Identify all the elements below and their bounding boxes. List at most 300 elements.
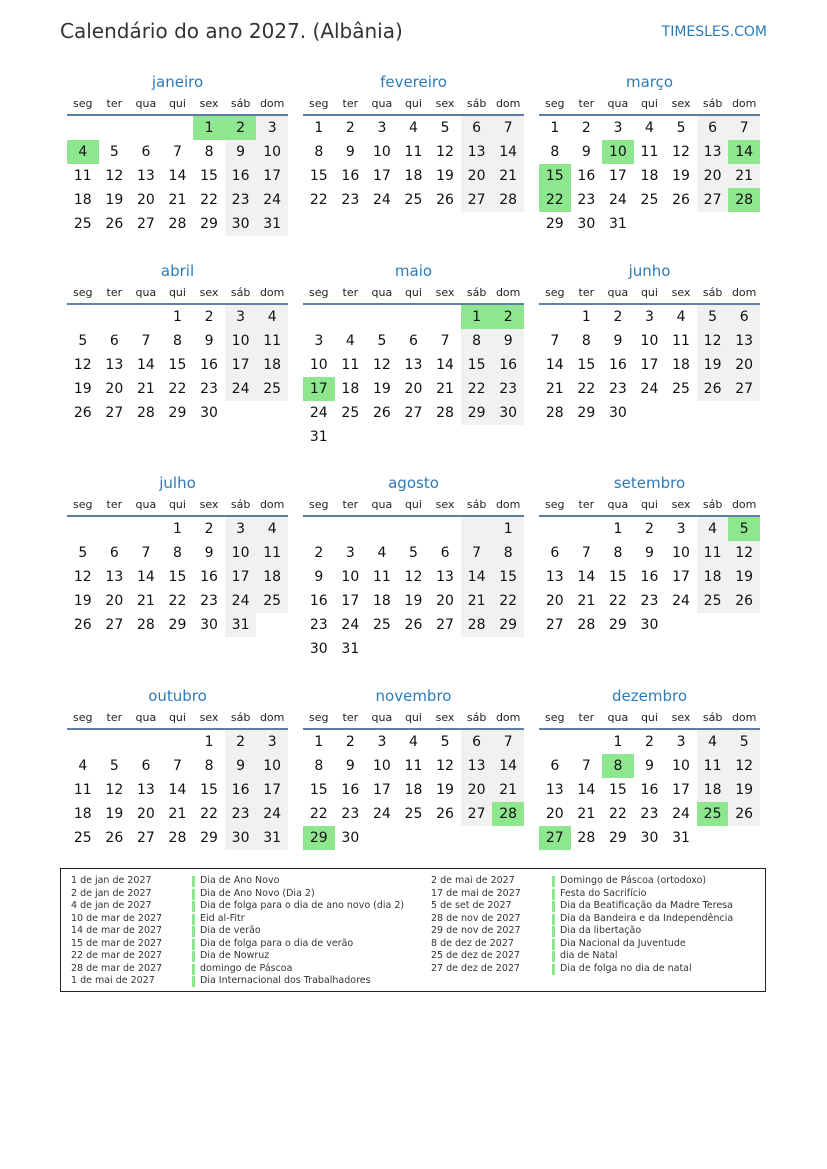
day-cell: 28 bbox=[492, 188, 524, 212]
weekday-label: ter bbox=[342, 711, 359, 724]
day-cell: 16 bbox=[341, 782, 360, 798]
day-cell: 18 bbox=[697, 778, 729, 802]
empty-day-cell bbox=[130, 305, 162, 329]
day-cell: 15 bbox=[492, 565, 524, 589]
day-cell: 2 bbox=[314, 545, 324, 561]
day-cell: 23 bbox=[640, 593, 659, 609]
week-row bbox=[303, 778, 524, 802]
day-cell: 11 bbox=[73, 168, 92, 184]
month-setembro bbox=[539, 471, 760, 637]
empty-day-cell bbox=[303, 305, 335, 329]
day-cell: 22 bbox=[309, 192, 328, 208]
week-row bbox=[303, 140, 524, 164]
week-row bbox=[67, 116, 288, 140]
day-cell: 22 bbox=[200, 806, 218, 822]
day-cell: 27 bbox=[436, 617, 454, 633]
day-cell: 14 bbox=[577, 782, 596, 798]
day-cell: 23 bbox=[225, 802, 257, 826]
empty-day-cell bbox=[539, 517, 571, 541]
month-name: setembro bbox=[613, 474, 686, 492]
day-cell: 23 bbox=[577, 192, 596, 208]
day-cell: 6 bbox=[697, 116, 729, 140]
weekday-label: sáb bbox=[230, 97, 251, 110]
day-cell: 30 bbox=[225, 826, 257, 850]
week-row bbox=[539, 329, 760, 353]
month-name: fevereiro bbox=[380, 73, 447, 91]
empty-day-cell bbox=[539, 305, 571, 329]
day-cell: 19 bbox=[436, 782, 454, 798]
day-cell: 25 bbox=[256, 589, 288, 613]
day-cell: 21 bbox=[492, 778, 524, 802]
day-cell: 13 bbox=[697, 140, 729, 164]
weekday-header bbox=[303, 94, 524, 116]
day-cell: 26 bbox=[105, 216, 124, 232]
month-name: julho bbox=[159, 474, 196, 492]
week-row bbox=[67, 541, 288, 565]
weekday-label: sex bbox=[435, 97, 455, 110]
day-cell: 21 bbox=[577, 593, 596, 609]
day-cell: 4 bbox=[697, 517, 729, 541]
day-cell: 9 bbox=[645, 758, 654, 774]
day-cell: 1 bbox=[314, 120, 324, 136]
weekday-label: seg bbox=[73, 97, 93, 110]
day-cell: 24 bbox=[672, 593, 690, 609]
week-row bbox=[303, 541, 524, 565]
day-cell: 21 bbox=[168, 806, 187, 822]
empty-day-cell bbox=[99, 116, 131, 140]
day-cell: 9 bbox=[204, 333, 214, 349]
day-cell: 16 bbox=[640, 569, 659, 585]
month-fevereiro bbox=[303, 70, 524, 212]
day-cell: 25 bbox=[404, 806, 423, 822]
week-row bbox=[303, 802, 524, 826]
month-name: abril bbox=[160, 262, 195, 280]
day-cell: 11 bbox=[73, 782, 92, 798]
day-cell: 17 bbox=[225, 565, 257, 589]
empty-day-cell bbox=[67, 730, 99, 754]
day-cell: 26 bbox=[728, 802, 760, 826]
legend-holiday-name: Dia da Beatificação da Madre Teresa bbox=[560, 900, 733, 911]
month-name: maio bbox=[394, 262, 433, 280]
day-cell: 5 bbox=[728, 730, 760, 754]
day-cell: 27 bbox=[461, 802, 493, 826]
day-cell: 6 bbox=[550, 758, 560, 774]
day-cell: 21 bbox=[136, 593, 155, 609]
week-row bbox=[303, 188, 524, 212]
legend-row bbox=[431, 963, 733, 976]
day-cell: 25 bbox=[672, 381, 690, 397]
day-cell: 4 bbox=[67, 140, 99, 164]
day-cell: 19 bbox=[73, 381, 92, 397]
day-cell: 15 bbox=[200, 782, 218, 798]
weekday-header bbox=[67, 495, 288, 517]
day-cell: 10 bbox=[672, 758, 690, 774]
day-cell: 20 bbox=[404, 381, 423, 397]
empty-day-cell bbox=[697, 212, 729, 236]
empty-day-cell bbox=[492, 826, 524, 850]
day-cell: 20 bbox=[545, 806, 564, 822]
day-cell: 28 bbox=[136, 405, 155, 421]
week-row bbox=[539, 730, 760, 754]
brand-link[interactable]: TIMESLES.COM bbox=[661, 24, 767, 40]
day-cell: 11 bbox=[341, 357, 360, 373]
legend-date: 22 de mar de 2027 bbox=[71, 950, 163, 961]
weekday-label: seg bbox=[309, 286, 329, 299]
weekday-label: qui bbox=[168, 97, 186, 110]
legend-holiday-name: Dia de Ano Novo (Dia 2) bbox=[200, 887, 315, 899]
weekday-label: dom bbox=[495, 286, 521, 299]
day-cell: 21 bbox=[577, 806, 596, 822]
day-cell: 7 bbox=[141, 545, 151, 561]
legend-date: 28 de nov de 2027 bbox=[431, 912, 521, 924]
week-row bbox=[539, 305, 760, 329]
day-cell: 17 bbox=[372, 782, 391, 798]
day-cell: 18 bbox=[73, 192, 92, 208]
legend-color-marker bbox=[552, 901, 555, 912]
month-name: dezembro bbox=[612, 687, 687, 705]
week-row bbox=[539, 401, 760, 425]
weekday-label: sex bbox=[671, 498, 691, 511]
day-cell: 1 bbox=[193, 116, 225, 140]
day-cell: 29 bbox=[461, 401, 493, 425]
day-cell: 29 bbox=[200, 216, 218, 232]
weekday-label: dom bbox=[259, 498, 285, 511]
day-cell: 11 bbox=[404, 144, 423, 160]
day-cell: 6 bbox=[440, 545, 450, 561]
week-row bbox=[303, 305, 524, 329]
day-cell: 3 bbox=[645, 309, 654, 325]
empty-day-cell bbox=[728, 826, 760, 850]
day-cell: 27 bbox=[539, 826, 571, 850]
day-cell: 13 bbox=[105, 569, 124, 585]
day-cell: 18 bbox=[404, 782, 423, 798]
week-row bbox=[67, 613, 288, 637]
day-cell: 7 bbox=[728, 116, 760, 140]
weekday-label: ter bbox=[578, 498, 595, 511]
day-cell: 9 bbox=[314, 569, 324, 585]
day-cell: 28 bbox=[461, 613, 493, 637]
weekday-label: sáb bbox=[466, 286, 487, 299]
day-cell: 13 bbox=[461, 140, 493, 164]
week-row bbox=[539, 517, 760, 541]
legend-color-marker bbox=[552, 914, 555, 925]
day-cell: 29 bbox=[492, 613, 524, 637]
day-cell: 2 bbox=[345, 734, 355, 750]
legend-row bbox=[71, 950, 404, 963]
day-cell: 31 bbox=[256, 212, 288, 236]
weekday-label: sáb bbox=[230, 286, 251, 299]
weekday-label: dom bbox=[731, 286, 757, 299]
day-cell: 30 bbox=[225, 212, 257, 236]
weekday-label: qua bbox=[607, 711, 629, 724]
week-row bbox=[67, 140, 288, 164]
week-row bbox=[539, 353, 760, 377]
weekday-label: ter bbox=[578, 286, 595, 299]
empty-day-cell bbox=[492, 637, 524, 661]
day-cell: 18 bbox=[697, 565, 729, 589]
day-cell: 8 bbox=[314, 758, 324, 774]
weekday-label: seg bbox=[545, 97, 565, 110]
week-row bbox=[303, 826, 524, 850]
legend-holiday-name: Dia de folga no dia de natal bbox=[560, 962, 692, 974]
weekday-label: dom bbox=[259, 711, 285, 724]
weekday-header bbox=[303, 283, 524, 305]
day-cell: 12 bbox=[73, 357, 92, 373]
day-cell: 27 bbox=[404, 405, 423, 421]
day-cell: 6 bbox=[109, 545, 119, 561]
day-cell: 22 bbox=[608, 593, 627, 609]
legend-color-marker bbox=[552, 926, 555, 937]
week-row bbox=[67, 589, 288, 613]
empty-day-cell bbox=[634, 401, 666, 425]
weekday-label: sex bbox=[671, 711, 691, 724]
legend-date: 2 de jan de 2027 bbox=[71, 887, 152, 899]
legend-color-marker bbox=[192, 939, 195, 950]
day-cell: 12 bbox=[436, 758, 454, 774]
legend-holiday-name: domingo de Páscoa bbox=[200, 962, 293, 974]
day-cell: 7 bbox=[141, 333, 151, 349]
day-cell: 26 bbox=[372, 405, 391, 421]
day-cell: 2 bbox=[492, 305, 524, 329]
day-cell: 18 bbox=[672, 357, 690, 373]
week-row bbox=[67, 754, 288, 778]
day-cell: 1 bbox=[581, 309, 591, 325]
empty-day-cell bbox=[728, 401, 760, 425]
day-cell: 22 bbox=[168, 381, 187, 397]
weekday-label: qua bbox=[607, 286, 629, 299]
day-cell: 24 bbox=[341, 617, 360, 633]
day-cell: 19 bbox=[728, 778, 760, 802]
weekday-header bbox=[303, 495, 524, 517]
day-cell: 22 bbox=[309, 806, 328, 822]
day-cell: 10 bbox=[372, 758, 391, 774]
day-cell: 1 bbox=[173, 521, 182, 537]
legend-color-marker bbox=[192, 901, 195, 912]
day-cell: 30 bbox=[309, 641, 328, 657]
week-row bbox=[539, 212, 760, 236]
weekday-label: qua bbox=[135, 711, 157, 724]
day-cell: 27 bbox=[461, 188, 493, 212]
day-cell: 15 bbox=[309, 782, 328, 798]
day-cell: 10 bbox=[256, 140, 288, 164]
day-cell: 26 bbox=[728, 589, 760, 613]
day-cell: 17 bbox=[303, 377, 335, 401]
day-cell: 26 bbox=[436, 806, 454, 822]
weekday-label: ter bbox=[106, 711, 123, 724]
weekday-label: dom bbox=[495, 97, 521, 110]
day-cell: 12 bbox=[436, 144, 454, 160]
empty-day-cell bbox=[335, 425, 367, 449]
legend-holiday-name: Dia de folga para o dia de verão bbox=[200, 937, 354, 949]
day-cell: 19 bbox=[436, 168, 454, 184]
day-cell: 17 bbox=[640, 357, 659, 373]
weekday-label: seg bbox=[309, 498, 329, 511]
day-cell: 28 bbox=[168, 216, 187, 232]
day-cell: 24 bbox=[225, 589, 257, 613]
legend-holiday-name: Dia de verão bbox=[200, 925, 261, 936]
legend-row bbox=[71, 975, 404, 988]
day-cell: 10 bbox=[309, 357, 328, 373]
weekday-label: qua bbox=[371, 711, 393, 724]
empty-day-cell bbox=[335, 305, 367, 329]
day-cell: 29 bbox=[545, 216, 564, 232]
empty-day-cell bbox=[571, 517, 603, 541]
week-row bbox=[539, 802, 760, 826]
day-cell: 29 bbox=[168, 617, 187, 633]
day-cell: 8 bbox=[204, 144, 214, 160]
legend-date: 2 de mai de 2027 bbox=[431, 875, 515, 886]
weekday-label: ter bbox=[106, 286, 123, 299]
day-cell: 9 bbox=[492, 329, 524, 353]
week-row bbox=[539, 164, 760, 188]
day-cell: 13 bbox=[136, 168, 155, 184]
day-cell: 20 bbox=[436, 593, 454, 609]
month-name: janeiro bbox=[151, 73, 204, 91]
day-cell: 24 bbox=[372, 192, 391, 208]
day-cell: 14 bbox=[545, 357, 564, 373]
day-cell: 21 bbox=[436, 381, 454, 397]
day-cell: 25 bbox=[404, 192, 423, 208]
weekday-label: dom bbox=[495, 711, 521, 724]
day-cell: 1 bbox=[461, 305, 493, 329]
weekday-label: dom bbox=[259, 286, 285, 299]
day-cell: 15 bbox=[461, 353, 493, 377]
week-row bbox=[303, 377, 524, 401]
weekday-label: sáb bbox=[466, 97, 487, 110]
legend-row bbox=[71, 875, 404, 888]
empty-day-cell bbox=[697, 613, 729, 637]
week-row bbox=[303, 613, 524, 637]
day-cell: 17 bbox=[608, 168, 627, 184]
day-cell: 14 bbox=[577, 569, 596, 585]
day-cell: 4 bbox=[676, 309, 686, 325]
day-cell: 17 bbox=[672, 569, 690, 585]
day-cell: 31 bbox=[225, 613, 257, 637]
day-cell: 19 bbox=[404, 593, 423, 609]
weekday-label: qui bbox=[640, 286, 658, 299]
weekday-label: ter bbox=[106, 97, 123, 110]
day-cell: 16 bbox=[225, 778, 257, 802]
empty-day-cell bbox=[461, 826, 493, 850]
empty-day-cell bbox=[99, 730, 131, 754]
day-cell: 1 bbox=[613, 521, 623, 537]
day-cell: 2 bbox=[645, 734, 654, 750]
week-row bbox=[67, 329, 288, 353]
day-cell: 10 bbox=[372, 144, 391, 160]
day-cell: 16 bbox=[341, 168, 360, 184]
day-cell: 26 bbox=[697, 377, 729, 401]
day-cell: 31 bbox=[672, 830, 690, 846]
day-cell: 2 bbox=[225, 116, 257, 140]
day-cell: 14 bbox=[492, 140, 524, 164]
day-cell: 19 bbox=[105, 806, 124, 822]
weekday-label: dom bbox=[259, 97, 285, 110]
empty-day-cell bbox=[67, 116, 99, 140]
day-cell: 20 bbox=[697, 164, 729, 188]
legend-row bbox=[71, 900, 404, 913]
day-cell: 3 bbox=[377, 734, 387, 750]
weekday-label: sex bbox=[435, 711, 455, 724]
day-cell: 13 bbox=[728, 329, 760, 353]
day-cell: 28 bbox=[728, 188, 760, 212]
week-row bbox=[67, 802, 288, 826]
day-cell: 1 bbox=[173, 309, 182, 325]
weekday-label: sáb bbox=[466, 498, 487, 511]
empty-day-cell bbox=[99, 517, 131, 541]
week-row bbox=[303, 401, 524, 425]
day-cell: 8 bbox=[461, 329, 493, 353]
day-cell: 16 bbox=[640, 782, 659, 798]
legend-row bbox=[71, 938, 404, 951]
day-cell: 29 bbox=[200, 830, 218, 846]
day-cell: 25 bbox=[640, 192, 659, 208]
legend-color-marker bbox=[192, 889, 195, 900]
day-cell: 14 bbox=[461, 565, 493, 589]
day-cell: 14 bbox=[136, 357, 155, 373]
day-cell: 3 bbox=[225, 305, 257, 329]
day-cell: 5 bbox=[676, 120, 686, 136]
legend-date: 28 de mar de 2027 bbox=[71, 962, 163, 974]
weekday-label: qui bbox=[404, 286, 422, 299]
weekday-label: seg bbox=[545, 498, 565, 511]
week-row bbox=[303, 353, 524, 377]
legend-color-marker bbox=[552, 964, 555, 975]
day-cell: 25 bbox=[256, 377, 288, 401]
week-row bbox=[539, 188, 760, 212]
legend-date: 14 de mar de 2027 bbox=[71, 925, 163, 936]
day-cell: 8 bbox=[602, 754, 634, 778]
day-cell: 23 bbox=[492, 377, 524, 401]
weekday-label: qui bbox=[404, 711, 422, 724]
legend-date: 1 de jan de 2027 bbox=[71, 875, 152, 886]
empty-day-cell bbox=[571, 730, 603, 754]
day-cell: 19 bbox=[372, 381, 391, 397]
weekday-label: qua bbox=[371, 97, 393, 110]
weekday-label: qua bbox=[371, 286, 393, 299]
week-row bbox=[539, 754, 760, 778]
legend-row bbox=[71, 913, 404, 926]
empty-day-cell bbox=[634, 212, 666, 236]
day-cell: 12 bbox=[672, 144, 690, 160]
day-cell: 13 bbox=[136, 782, 155, 798]
week-row bbox=[539, 778, 760, 802]
day-cell: 22 bbox=[608, 806, 627, 822]
day-cell: 30 bbox=[200, 617, 218, 633]
legend-column-right bbox=[431, 875, 733, 975]
week-row bbox=[303, 565, 524, 589]
legend-holiday-name: Dia da libertação bbox=[560, 925, 642, 936]
empty-day-cell bbox=[398, 305, 430, 329]
day-cell: 25 bbox=[341, 405, 360, 421]
empty-day-cell bbox=[366, 826, 398, 850]
day-cell: 11 bbox=[256, 329, 288, 353]
day-cell: 29 bbox=[303, 826, 335, 850]
day-cell: 23 bbox=[309, 617, 328, 633]
day-cell: 31 bbox=[256, 826, 288, 850]
empty-day-cell bbox=[665, 401, 697, 425]
day-cell: 8 bbox=[613, 545, 623, 561]
weekday-label: ter bbox=[578, 711, 595, 724]
day-cell: 18 bbox=[256, 353, 288, 377]
month-maio bbox=[303, 259, 524, 449]
weekday-label: sex bbox=[671, 97, 691, 110]
day-cell: 24 bbox=[608, 192, 627, 208]
empty-day-cell bbox=[728, 613, 760, 637]
month-janeiro bbox=[67, 70, 288, 236]
day-cell: 21 bbox=[136, 381, 155, 397]
day-cell: 28 bbox=[436, 405, 454, 421]
empty-day-cell bbox=[429, 517, 461, 541]
